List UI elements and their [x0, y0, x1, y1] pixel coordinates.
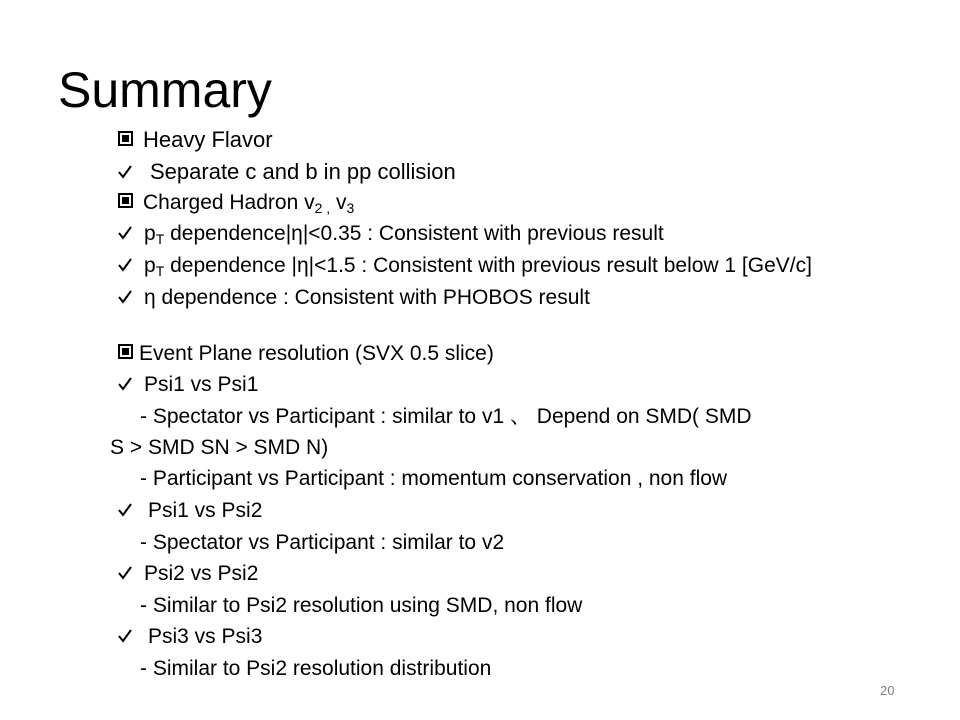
checkmark-icon — [118, 372, 144, 398]
checkmark-icon — [118, 561, 144, 587]
charged-hadron-item: $p_T$ dependence|η|<0.35 : Consistent with previous result — [118, 221, 664, 252]
checkmark-icon — [118, 253, 144, 279]
charged-hadron-item: η dependence : Consistent with PHOBOS result — [118, 285, 590, 311]
square-bullet-icon — [118, 131, 133, 146]
heavy-flavor-heading: Heavy Flavor — [118, 127, 273, 153]
event-plane-item: Psi1 vs Psi1 — [118, 372, 258, 398]
event-plane-detail: - Participant vs Participant : momentum conservation , non flow — [140, 467, 728, 490]
heavy-flavor-item: Separate c and b in pp collision — [118, 159, 456, 185]
checkmark-icon — [118, 221, 144, 247]
checkmark-icon — [118, 624, 144, 650]
event-plane-item: Psi2 vs Psi2 — [118, 561, 258, 587]
square-bullet-icon — [118, 193, 133, 208]
event-plane-detail: - Spectator vs Participant : similar to v2 — [140, 531, 505, 554]
page-number: 20 — [880, 683, 895, 698]
event-plane-item: Psi3 vs Psi3 — [118, 624, 262, 650]
square-bullet-icon — [118, 344, 133, 359]
event-plane-detail: - Spectator vs Participant : similar to v1 、 Depend on SMD( SMD — [140, 405, 752, 428]
event-plane-detail: S > SMD SN > SMD N) — [110, 436, 329, 459]
event-plane-heading: Event Plane resolution (SVX 0.5 slice) — [118, 341, 494, 367]
charged-hadron-item: $p_T$ dependence |η|<1.5 : Consistent with previous result below 1 [GeV/c] — [118, 253, 812, 284]
slide-title: Summary — [58, 62, 272, 118]
checkmark-icon — [118, 498, 144, 524]
checkmark-icon — [118, 159, 144, 185]
event-plane-detail: - Similar to Psi2 resolution using SMD, non flow — [140, 594, 583, 617]
checkmark-icon — [118, 285, 144, 311]
event-plane-item: Psi1 vs Psi2 — [118, 498, 262, 524]
event-plane-detail: - Similar to Psi2 resolution distribution — [140, 657, 492, 680]
charged-hadron-heading: Charged Hadron $v_{2 ,}$ $v_3$ — [118, 190, 354, 221]
